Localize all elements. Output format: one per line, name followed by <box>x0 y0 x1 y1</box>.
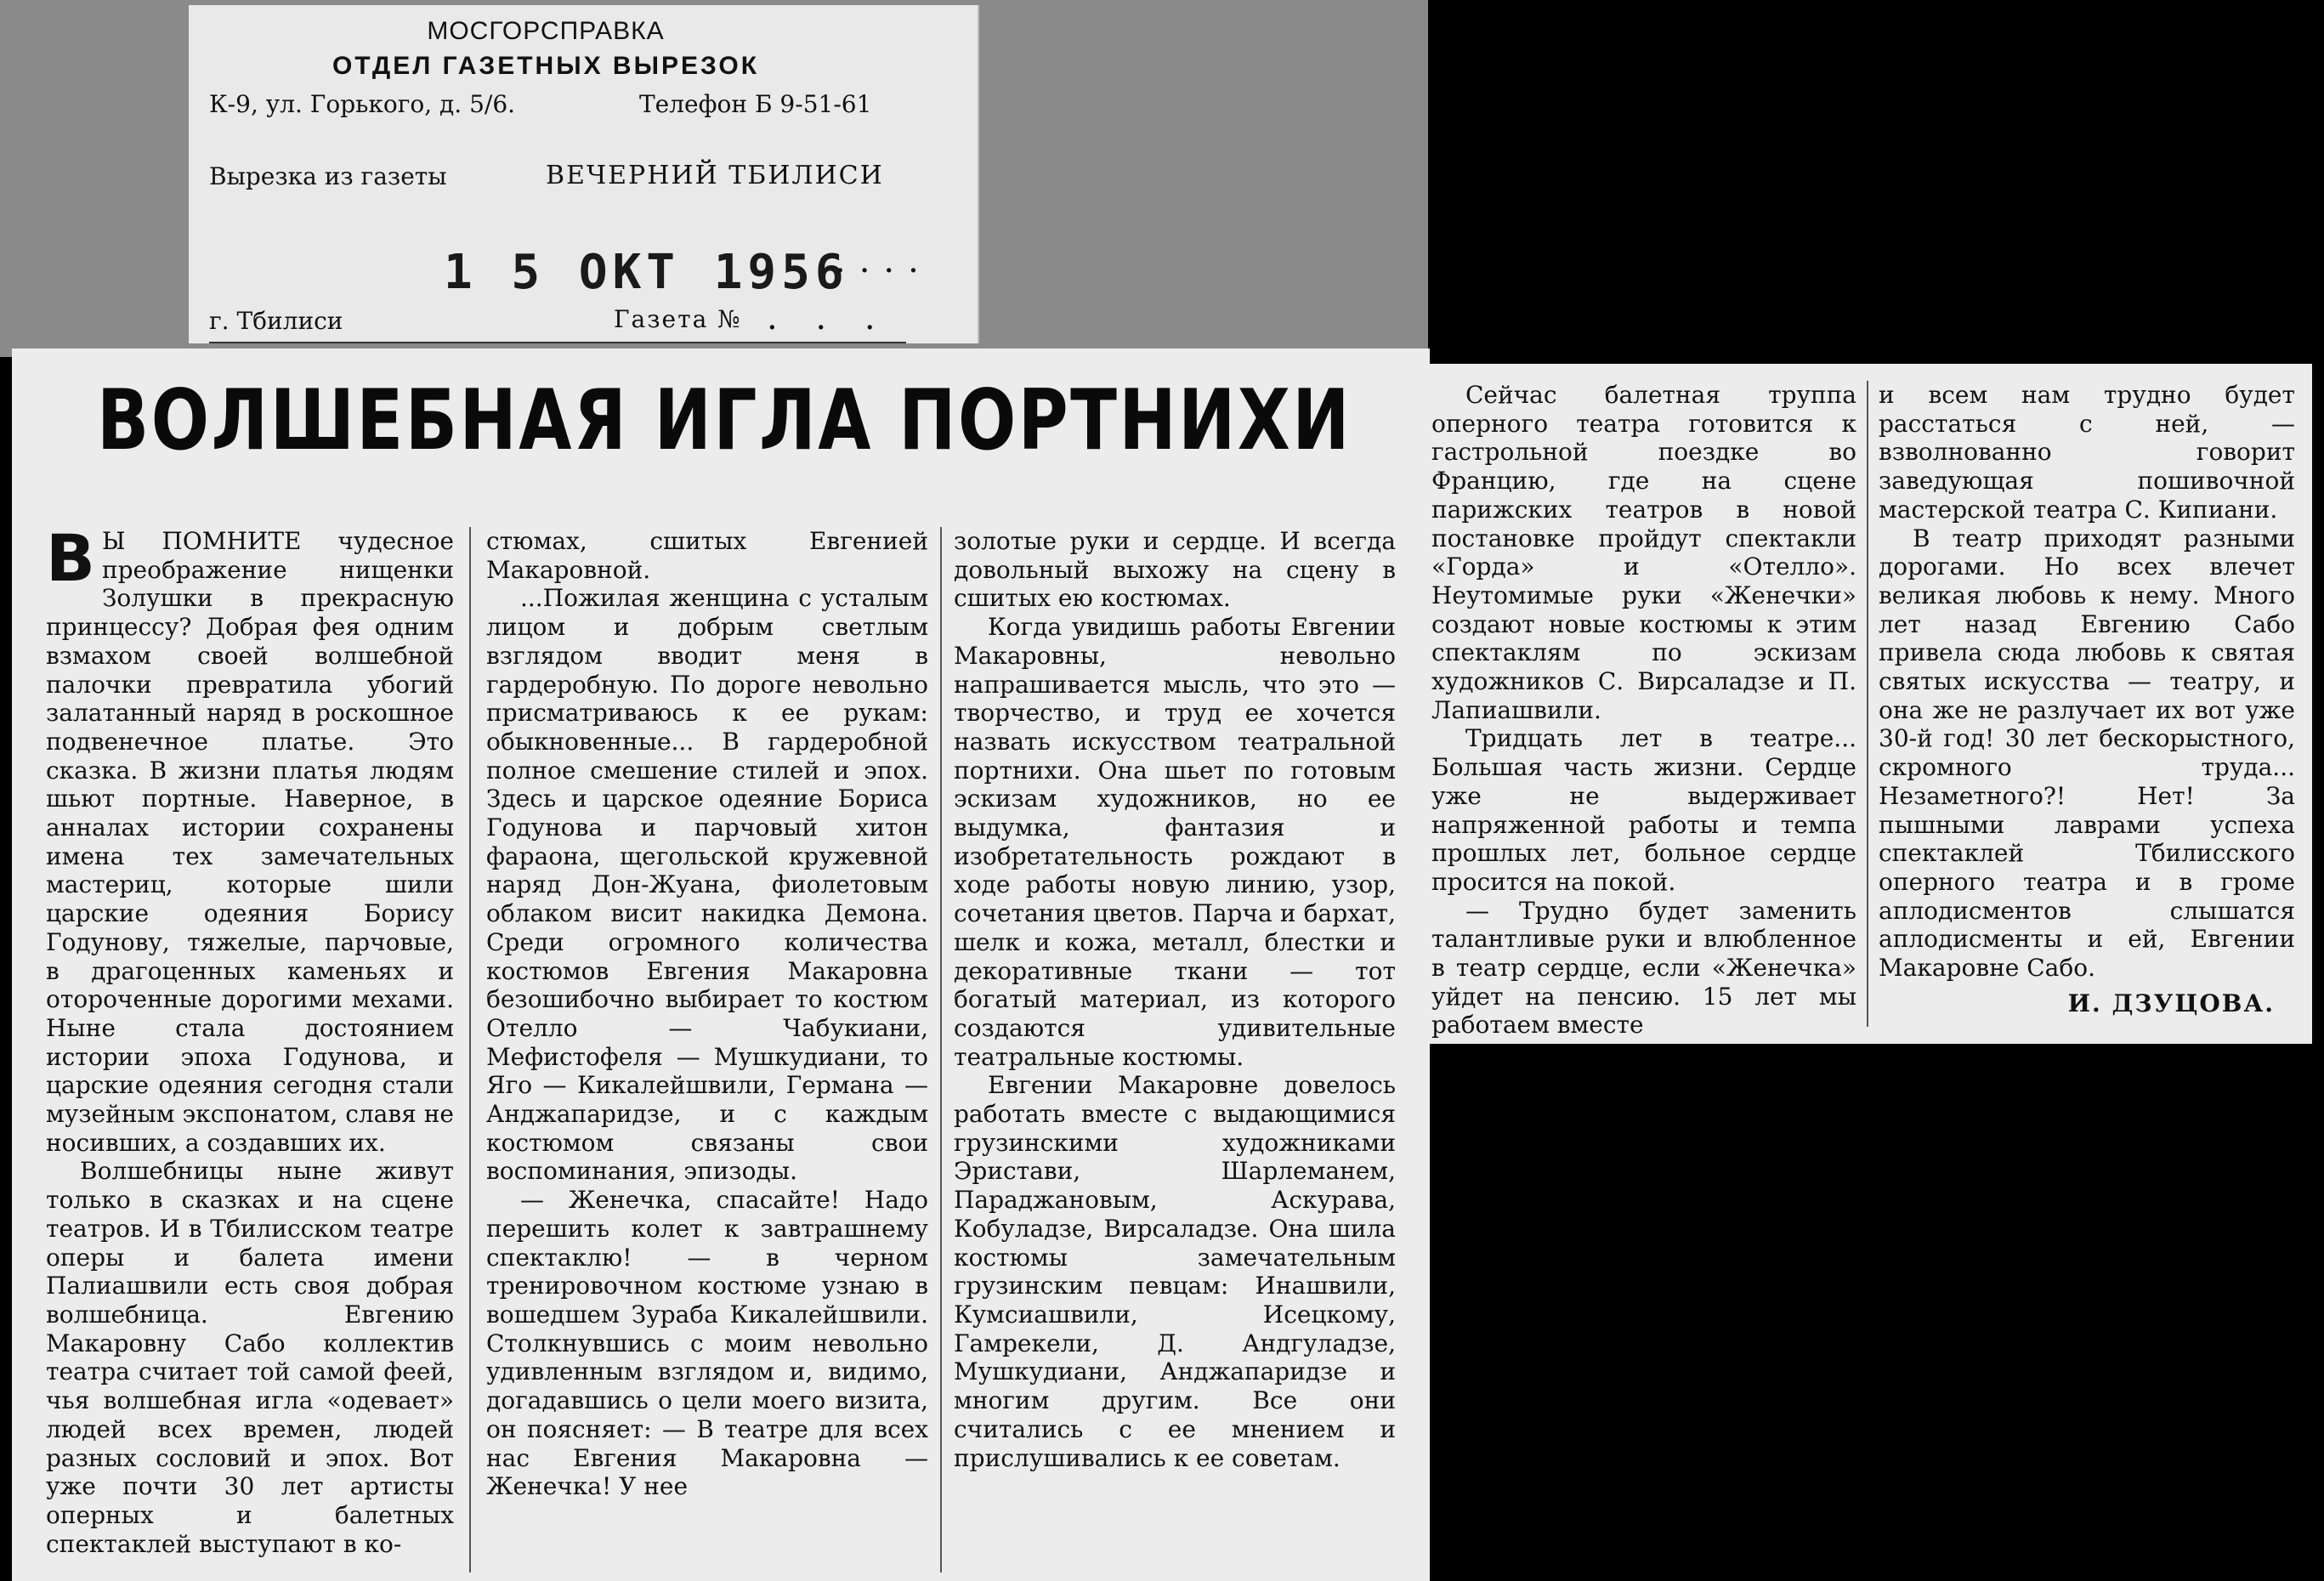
bureau-phone: Телефон Б 9-51-61 <box>639 90 872 118</box>
author-signature: И. ДЗУЦОВА. <box>2067 989 2275 1017</box>
paragraph: В театр приходят разными дорогами. Но всех влечет великая любовь к нему. Много лет назад Евгению Сабо привела сюда любовь к святая святых искусства — театру, и она же не разлучает их вот уже 30-й год! 30 лет бескорыстного, скромного труда... Незаметного?! Нет! За пышными лаврами успеха спектаклей Тбилисского оперного театра и в громе аплодисментов слышатся аплодисменты и ей, Евгении Макаровне Сабо. <box>1879 524 2295 983</box>
paragraph: Волшебницы ныне живут только в сказках и на сцене театров. И в Тбилисском театре оперы и балета имени Палиашвили есть своя добрая волшебница. Евгению Макаровну Сабо коллектив театра считает той самой феей, чья волшебная игла «одевает» людей всех времен, людей разных сословий и эпох. Вот уже почти 30 лет артисты оперных и балетных спектаклей выступают в ко- <box>46 1157 454 1558</box>
paragraph: Когда увидишь работы Евгении Макаровны, невольно напрашивается мысль, что это — творчество, и труд ее хочется назвать искусством театральной портнихи. Она шьет по готовым эскизам художников, но ее выдумка, фантазия и изобретательность рождают в ходе работы новую линию, узор, сочетания цветов. Парча и бархат, шелк и кожа, металл, блестки и декоративные ткани — тот богатый материал, из которого создаются удивительные театральные костюмы. <box>954 613 1396 1071</box>
paragraph: Сейчас балетная труппа оперного театра готовится к гастрольной поездке во Францию, где на сцене парижских театров в новой постановке пройдут спектакли «Горда» и «Отелло». Неутомимые руки «Женечки» создают новые костюмы к этим спектаклям по эскизам художников С. Вирсаладзе и П. Лапиашвили. <box>1431 381 1856 724</box>
issue-number-label: Газета № <box>614 305 742 333</box>
paragraph: Евгении Макаровне довелось работать вместе с выдающимися грузинскими художниками Эристави, Шарлеманем, Параджановым, Аскурава, Кобуладзе, Вирсаладзе. Она шила костюмы замечательным грузинским певцам: Инашвили, Кумсиашвили, Исецкому, Гамрекели, Д. Андгуладзе, Мушкудиани, Анджапаридзе и многим другим. Все они считались с ее мнением и прислушивались к ее советам. <box>954 1071 1396 1472</box>
article-column-4 <box>1431 381 1856 1040</box>
drop-cap: В <box>46 520 95 596</box>
issue-dots: . . . <box>767 298 889 337</box>
column-rule <box>1867 381 1868 1027</box>
article-headline: ВОЛШЕБНАЯ ИГЛА ПОРТНИХИ <box>97 372 1352 469</box>
paragraph: стюмах, сшитых Евгенией Макаровной. <box>486 527 928 584</box>
label-rule <box>209 342 906 343</box>
article-column-2 <box>486 527 928 1501</box>
paragraph: Ы ПОМНИТЕ чудесное преображение нищенки Золушки в прекрасную принцессу? Добрая фея одним взмахом своей волшебной палочки превратила убогий залатанный наряд в роскошное подвенечное платье. Это сказка. В жизни платья людям шьют портные. Наверное, в анналах истории сохранены имена тех замечательных мастериц, которые шили царские одеяния Борису Годунову, тяжелые, парчовые, в драгоценных каменьях и отороченные дорогими мехами. Ныне стала достоянием истории эпоха Годунова, и царские одеяния сегодня стали музейным экспонатом, славя не носивших, а создавших их. <box>46 527 454 1157</box>
clipping-bureau-label <box>189 5 979 343</box>
paragraph: и всем нам трудно будет расстаться с ней, — взволнованно говорит заведующая пошивочной мастерской театра С. Кипиани. <box>1879 381 2295 524</box>
paragraph: Тридцать лет в театре... Большая часть жизни. Сердце уже не выдерживает напряженной работы и темпа прошлых лет, больное сердце просится на покой. <box>1431 724 1856 896</box>
bureau-address: К-9, ул. Горького, д. 5/6. <box>209 90 516 118</box>
article-column-3 <box>954 527 1396 1472</box>
paragraph: — Трудно будет заменить талантливые руки и влюбленное в театр сердце, если «Женечка» уйдет на пенсию. 15 лет мы работаем вместе <box>1431 896 1856 1040</box>
article-column-5 <box>1879 381 2295 1017</box>
paragraph: — Женечка, спасайте! Надо перешить колет к завтрашнему спектаклю! — в черном тренировочном костюме узнаю в вошедшем Зураба Кикалейшвили. Столкнувшись с моим невольно удивленным взглядом и, видимо, догадавшись о цели моего визита, он поясняет: — В театре для всех нас Евгения Макаровна — Женечка! У нее <box>486 1186 928 1501</box>
newspaper-name: ВЕЧЕРНИЙ ТБИЛИСИ <box>546 161 884 190</box>
department-name: ОТДЕЛ ГАЗЕТНЫХ ВЫРЕЗОК <box>332 52 760 80</box>
source-label: Вырезка из газеты <box>209 162 447 190</box>
article-column-1 <box>46 520 454 1558</box>
city-label: г. Тбилиси <box>209 307 343 335</box>
bureau-name: МОСГОРСПРАВКА <box>427 17 665 45</box>
column-rule <box>469 527 471 1572</box>
paragraph: ...Пожилая женщина с усталым лицом и добрым светлым взглядом вводит меня в гардеробную. По дороге невольно присматриваюсь к ее рукам: обыкновенные... В гардеробной полное смешение стилей и эпох. Здесь и царское одеяние Бориса Годунова и парчовый хитон фараона, щегольской кружевной наряд Дон-Жуана, фиолетовым облаком висит накидка Демона. Среди огромного количества костюмов Евгения Макаровна безошибочно выбирает то костюм Отелло — Чабукиани, Мефистофеля — Мушкудиани, то Яго — Кикалейшвили, Германа — Анджапаридзе, и с каждым костюмом связаны свои воспоминания, эпизоды. <box>486 584 928 1186</box>
article-clipping-main <box>12 348 1430 1581</box>
date-stamp: 1 5 ОКТ 1956 <box>444 245 849 300</box>
stamp-dots: ···· <box>835 252 932 291</box>
article-clipping-continuation <box>1413 364 2312 1044</box>
paragraph: золотые руки и сердце. И всегда довольный выхожу на сцену в сшитых ею костюмах. <box>954 527 1396 613</box>
column-rule <box>940 527 942 1572</box>
